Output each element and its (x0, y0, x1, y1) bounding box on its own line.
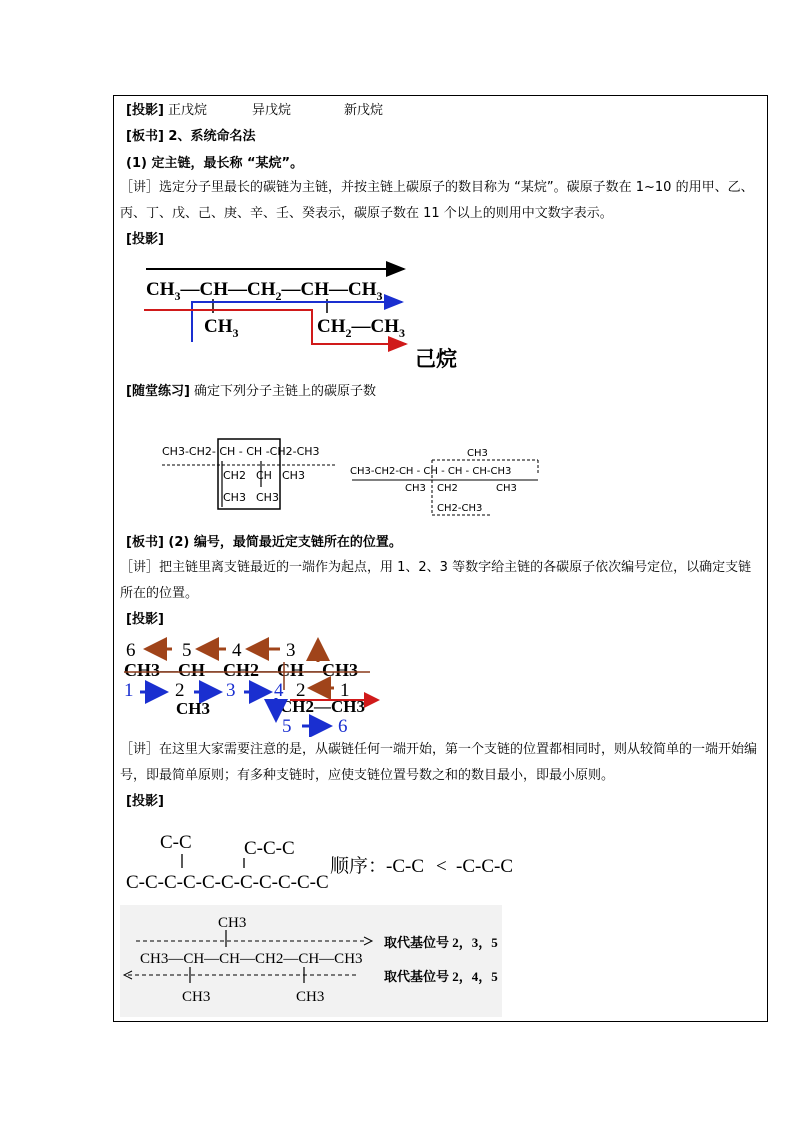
sub-methyl-1: CH3 (182, 989, 211, 1005)
numbering-branch-right: CH2—CH3 (280, 697, 365, 716)
right-branch-2: CH2 (437, 483, 458, 494)
sub-main-chain: CH3—CH—CH—CH2—CH—CH3 (140, 951, 363, 967)
branch-right-formula: $CH_2—CH_3$ (317, 316, 405, 340)
branch-left-formula: $CH_3$ (204, 316, 239, 340)
skeleton-chain: C-C-C-C-C-C-C-C-C-C-C (126, 872, 329, 893)
position-label-2: 取代基位号 2，4，5 (384, 969, 498, 984)
numbering-main-chain: CH3—CH—CH2—CH—CH3 (124, 660, 358, 680)
right-branch-1: CH3 (405, 483, 426, 494)
numbering-figure (120, 632, 390, 737)
sub-methyl-2: CH3 (296, 989, 325, 1005)
board-line-2 (126, 535, 402, 551)
board-tag: [板书] (126, 129, 164, 144)
board-line-1 (126, 129, 255, 145)
projection-tag: [投影] (126, 103, 164, 118)
hexane-main-chain-figure (140, 258, 480, 373)
pentane-normal: 正戊烷 (168, 103, 208, 118)
projection-line-1 (126, 103, 207, 119)
left-branch-1: CH2 (223, 469, 246, 482)
left-main-chain: CH3-CH2- CH - CH -CH2-CH3 (162, 445, 320, 458)
order-label: 顺序： (330, 855, 388, 877)
top-num-3: 3 (286, 640, 296, 661)
main-chain-formula: $CH_3—CH—CH_2—CH—CH_3$ (146, 279, 383, 303)
skeleton-top-right: C-C-C (244, 838, 295, 859)
practice-molecules-figure (160, 435, 545, 520)
projection-tag-3: [投影] (126, 612, 164, 627)
lower-num-6: 6 (338, 716, 348, 737)
carbon-skeleton-figure (124, 826, 514, 898)
left-branch-2: CH (256, 469, 272, 482)
bottom-num-1: 1 (124, 680, 134, 701)
sub-top-methyl: CH3 (218, 915, 247, 931)
skeleton-top-left: C-C (160, 832, 192, 853)
bottom-num-2b: 2 (296, 680, 306, 701)
hexane-label: 己烷 (415, 347, 457, 371)
bottom-num-2: 2 (175, 680, 185, 701)
position-label-1: 取代基位号 2，3，5 (384, 935, 498, 950)
practice-text: 确定下列分子主链上的碳原子数 (194, 384, 377, 399)
top-num-5: 5 (182, 640, 192, 661)
bottom-num-4: 4 (274, 680, 284, 701)
projection-tag-2: [投影] (126, 232, 164, 247)
left-branch-3: CH3 (282, 469, 305, 482)
lower-num-5: 5 (282, 716, 292, 737)
right-branch-4: CH2-CH3 (437, 503, 483, 514)
board-text: 2、系统命名法 (168, 129, 256, 144)
practice-tag: [随堂练习] (126, 384, 190, 399)
order-propyl: -C-C-C (456, 856, 513, 877)
bottom-num-3: 3 (226, 680, 236, 701)
right-top: CH3 (467, 448, 488, 459)
order-ethyl: -C-C (386, 856, 424, 877)
bottom-num-1b: 1 (340, 680, 350, 701)
pentane-neo: 新戊烷 (344, 103, 384, 118)
top-num-4: 4 (232, 640, 242, 661)
right-main-chain: CH3-CH2-CH - CH - CH - CH-CH3 (350, 466, 512, 477)
board-text-2: (2) 编号，最简最近定支链所在的位置。 (168, 535, 402, 550)
order-less-than: < (436, 856, 447, 877)
lecture-paragraph-1: ［讲］选定分子里最长的碳链为主链，并按主链上碳原子的数目称为 “某烷”。碳原子数在 1~10 的用甲、乙、丙、丁、戊、己、庚、辛、壬、癸表示，碳原子数在 11 个以上的则用中文数字表示。 (120, 180, 754, 221)
top-num-6: 6 (126, 640, 136, 661)
substituent-position-figure (120, 905, 510, 1017)
left-branch-5: CH3 (256, 491, 279, 504)
left-branch-4: CH3 (223, 491, 246, 504)
pentane-iso: 异戊烷 (252, 103, 292, 118)
lecture-paragraph-3: ［讲］在这里大家需要注意的是，从碳链任何一端开始，第一个支链的位置都相同时，则从较简单的一端开始编号，即最简单原则；有多种支链时，应使支链位置号数之和的数目最小，即最小原则。 (120, 742, 758, 783)
lecture-paragraph-2: ［讲］把主链里离支链最近的一端作为起点，用 1、2、3 等数字给主链的各碳原子依次编号定位，以确定支链所在的位置。 (120, 560, 752, 601)
practice-line (126, 384, 376, 400)
board-tag-2: [板书] (126, 535, 164, 550)
projection-tag-4: [投影] (126, 794, 164, 809)
step-1-heading: (1) 定主链，最长称 “某烷”。 (126, 156, 304, 171)
right-branch-3: CH3 (496, 483, 517, 494)
numbering-branch-left: CH3 (176, 699, 210, 718)
